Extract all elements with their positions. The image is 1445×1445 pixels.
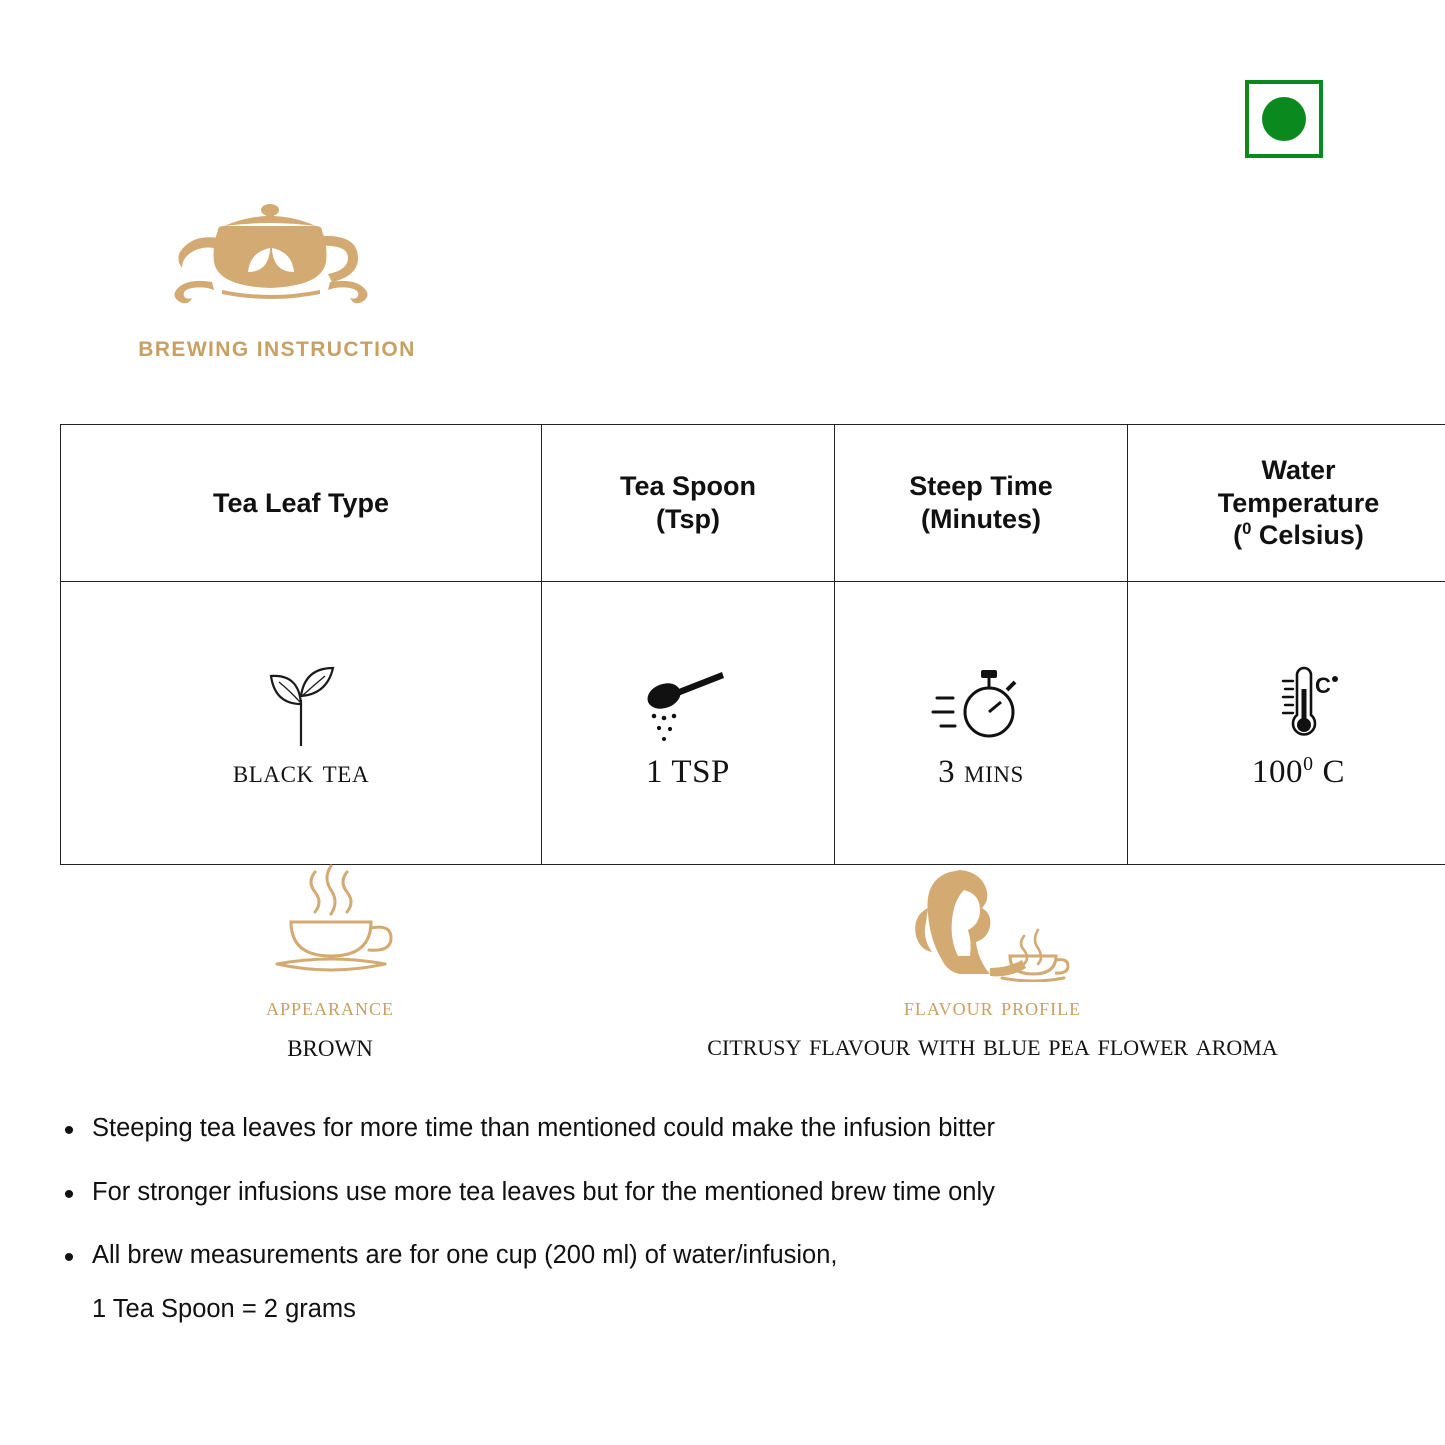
list-item xyxy=(46,1239,1386,1277)
tea-cup-icon xyxy=(255,862,405,982)
list-item xyxy=(46,1112,1386,1150)
value-steep-time: 3 mins xyxy=(938,753,1024,790)
vegetarian-dot-icon xyxy=(1262,97,1306,141)
header-line-3-text: Celsius) xyxy=(1258,520,1364,551)
paren-open: ( xyxy=(1233,520,1243,551)
cell-tea-leaf-type xyxy=(61,582,542,865)
value-tea-spoon: 1 TSP xyxy=(645,753,731,790)
header-line-3 xyxy=(1138,519,1445,552)
header-line-1: Steep Time xyxy=(909,471,1053,502)
tea-leaf-icon xyxy=(255,656,347,748)
temp-number: 100 xyxy=(1251,754,1304,790)
spoon-icon xyxy=(640,656,736,748)
appearance-value: brown xyxy=(287,1028,373,1064)
bullet-icon: • xyxy=(63,1177,75,1211)
thermometer-icon xyxy=(1253,655,1345,747)
header-line-1: Water xyxy=(1261,454,1336,485)
column-header-tea-spoon xyxy=(542,425,835,582)
brewing-table xyxy=(60,424,1445,865)
table-data-row xyxy=(61,582,1445,865)
degree-symbol: 0 xyxy=(1242,519,1252,539)
brewing-instruction-header xyxy=(62,190,492,362)
list-item xyxy=(46,1176,1386,1214)
header-line-1: Tea Leaf Type xyxy=(212,487,390,518)
note-text: For stronger infusions use more tea leaves but for the mentioned brew time only xyxy=(92,1177,995,1206)
teapot-icon xyxy=(152,190,402,330)
column-header-steep-time xyxy=(835,425,1128,582)
flavour-profile-value: citrusy flavour with blue pea flower aroma xyxy=(707,1027,1278,1062)
header-line-2: (Tsp) xyxy=(656,504,720,534)
table-header-row xyxy=(61,425,1445,582)
temp-degree: 0 xyxy=(1303,753,1314,775)
note-text: All brew measurements are for one cup (200 ml) of water/infusion, xyxy=(92,1241,838,1269)
header-line-2: (Minutes) xyxy=(921,504,1041,534)
appearance-block xyxy=(60,862,600,1067)
bullet-icon: • xyxy=(63,1114,75,1147)
value-tea-leaf-type: black tea xyxy=(232,753,370,790)
vegetarian-mark xyxy=(1245,80,1323,158)
column-header-tea-leaf-type xyxy=(61,425,542,582)
value-water-temperature xyxy=(1252,753,1345,791)
woman-with-cup-icon xyxy=(898,862,1088,982)
column-header-water-temperature xyxy=(1128,425,1445,582)
note-subtext: 1 Tea Spoon = 2 grams xyxy=(92,1294,356,1323)
appearance-title: appearance xyxy=(265,992,395,1021)
brewing-instruction-title: BREWING INSTRUCTION xyxy=(138,338,416,361)
notes-list xyxy=(46,1112,1386,1326)
appearance-flavour-row xyxy=(60,862,1385,1067)
cell-water-temperature xyxy=(1128,582,1445,865)
header-line-2: Temperature xyxy=(1217,487,1380,518)
cell-tea-spoon xyxy=(542,582,835,865)
note-text: Steeping tea leaves for more time than mentioned could make the infusion bitter xyxy=(92,1114,995,1142)
cell-steep-time xyxy=(835,582,1128,865)
flavour-profile-block xyxy=(600,862,1385,1067)
temp-unit: C xyxy=(1322,754,1346,790)
svg-text:C: C xyxy=(1314,673,1331,698)
stopwatch-icon xyxy=(931,656,1031,748)
flavour-profile-title: flavour profile xyxy=(903,992,1082,1021)
header-line-1: Tea Spoon xyxy=(619,471,756,502)
bullet-icon: • xyxy=(63,1241,75,1274)
